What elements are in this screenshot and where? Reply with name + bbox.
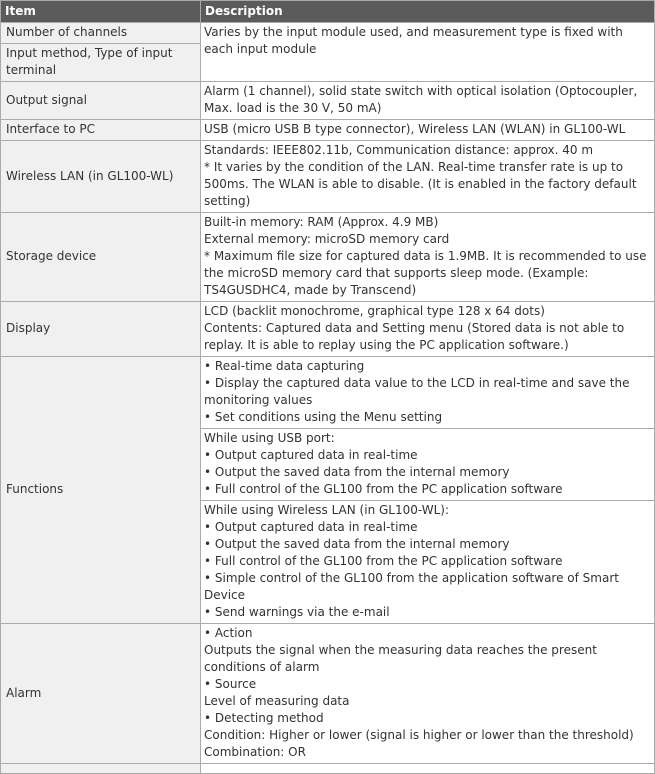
desc-line: Built-in memory: RAM (Approx. 4.9 MB): [204, 215, 439, 229]
desc-line: While using USB port:: [204, 431, 335, 445]
desc-line: * Maximum file size for captured data is 1.9MB. It is recommended to use the microSD memory card that supports sleep mode. (Example: TS4GUSDHC4, made by Transcend): [204, 249, 647, 297]
desc-interface-pc: USB (micro USB B type connector), Wireless LAN (WLAN) in GL100-WL: [201, 120, 655, 141]
desc-channels: Varies by the input module used, and measurement type is fixed with each input module: [201, 23, 655, 82]
desc-line: * It varies by the condition of the LAN. Real-time transfer rate is up to 500ms. The WLAN is able to disable. (It is enabled in the factory default setting): [204, 160, 637, 208]
table-row-partial: [1, 764, 655, 774]
desc-line: • Output captured data in real-time: [204, 448, 418, 462]
header-item: Item: [1, 1, 201, 23]
item-cut-off: [1, 764, 201, 774]
item-display: Display: [1, 302, 201, 357]
desc-cut-off: [201, 764, 655, 774]
desc-line: Level of measuring data: [204, 694, 350, 708]
desc-storage-device: [201, 213, 655, 302]
item-storage-device: Storage device: [1, 213, 201, 302]
desc-line: • Detecting method: [204, 711, 324, 725]
desc-line: Combination: OR: [204, 745, 306, 759]
desc-functions-wlan: [201, 501, 655, 624]
table-row: [1, 82, 655, 120]
desc-line: Condition: Higher or lower (signal is higher or lower than the threshold): [204, 728, 634, 742]
desc-functions-usb: [201, 429, 655, 501]
table-row: [1, 23, 655, 44]
desc-functions-general: [201, 357, 655, 429]
desc-line: While using Wireless LAN (in GL100-WL):: [204, 503, 449, 517]
desc-output-signal: Alarm (1 channel), solid state switch with optical isolation (Optocoupler, Max. load is the 30 V, 50 mA): [201, 82, 655, 120]
table-row: [1, 302, 655, 357]
table-row: [1, 624, 655, 764]
item-number-of-channels: Number of channels: [1, 23, 201, 44]
desc-line: Standards: IEEE802.11b, Communication distance: approx. 40 m: [204, 143, 594, 157]
table-row: [1, 357, 655, 429]
header-row: [1, 1, 655, 23]
desc-line: • Simple control of the GL100 from the application software of Smart Device: [204, 571, 619, 602]
desc-line: LCD (backlit monochrome, graphical type 128 x 64 dots): [204, 304, 545, 318]
desc-line: • Source: [204, 677, 257, 691]
item-input-method: Input method, Type of input terminal: [1, 44, 201, 82]
item-interface-pc: Interface to PC: [1, 120, 201, 141]
desc-line: External memory: microSD memory card: [204, 232, 450, 246]
desc-line: • Display the captured data value to the LCD in real-time and save the monitoring values: [204, 376, 630, 407]
item-output-signal: Output signal: [1, 82, 201, 120]
desc-alarm: [201, 624, 655, 764]
item-functions: Functions: [1, 357, 201, 624]
desc-line: • Output captured data in real-time: [204, 520, 418, 534]
item-wireless-lan: Wireless LAN (in GL100-WL): [1, 141, 201, 213]
table-row: [1, 213, 655, 302]
desc-line: • Output the saved data from the internal memory: [204, 537, 510, 551]
desc-display: [201, 302, 655, 357]
desc-line: Contents: Captured data and Setting menu (Stored data is not able to replay. It is able to replay using the PC application software.): [204, 321, 625, 352]
desc-line: • Send warnings via the e-mail: [204, 605, 390, 619]
desc-line: • Real-time data capturing: [204, 359, 365, 373]
item-alarm: Alarm: [1, 624, 201, 764]
table-row: [1, 141, 655, 213]
desc-line: Outputs the signal when the measuring data reaches the present conditions of alarm: [204, 643, 597, 674]
desc-line: • Full control of the GL100 from the PC application software: [204, 554, 563, 568]
desc-line: • Output the saved data from the internal memory: [204, 465, 510, 479]
desc-line: • Set conditions using the Menu setting: [204, 410, 443, 424]
header-description: Description: [201, 1, 655, 23]
desc-wireless-lan: [201, 141, 655, 213]
desc-line: • Full control of the GL100 from the PC application software: [204, 482, 563, 496]
desc-line: • Action: [204, 626, 253, 640]
table-row: [1, 120, 655, 141]
